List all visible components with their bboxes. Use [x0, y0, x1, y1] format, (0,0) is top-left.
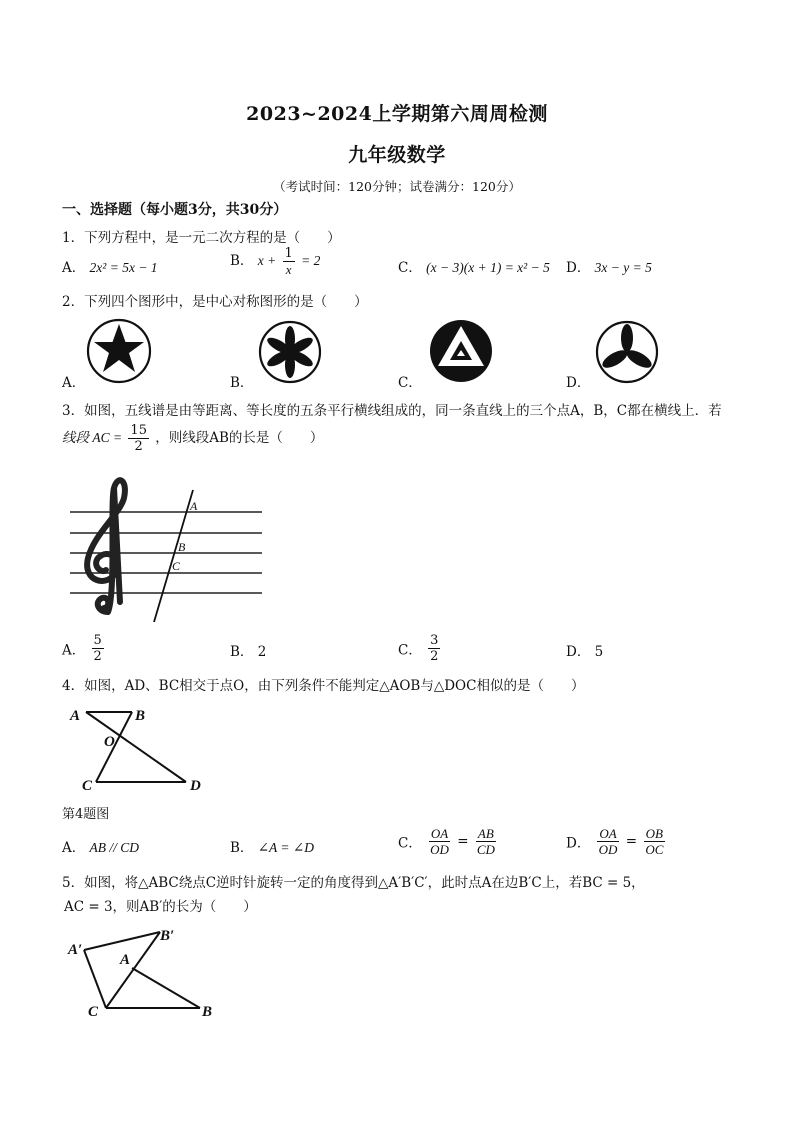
q1-option-a	[62, 256, 158, 276]
q4-c-label: C．	[398, 835, 422, 852]
q3-option-d	[566, 640, 603, 660]
q2-option-b: B．	[230, 375, 254, 391]
q3-label-b: B	[178, 540, 186, 554]
q3-ac-fraction	[128, 423, 149, 454]
q1-a-expr: 2x² = 5x − 1	[89, 260, 158, 275]
exam-note: （考试时间：120分钟；试卷满分：120分）	[273, 179, 521, 194]
q2-option-d: D．	[566, 375, 591, 391]
q1-d-label: D．	[566, 260, 591, 276]
q4-d-fraction-1	[597, 826, 620, 857]
q4-option-d	[566, 826, 667, 857]
q2-option-c: C．	[398, 375, 422, 391]
q3-ac-num: 15	[130, 423, 147, 438]
q3-a-den: 2	[93, 649, 102, 664]
q3-label-a: A	[190, 499, 198, 513]
q3-d-value: 5	[594, 644, 604, 660]
q4-a-label: A．	[62, 840, 86, 856]
section-heading: 一、选择题（每小题3分，共30分）	[62, 202, 288, 218]
q3-ac-den: 2	[134, 439, 143, 454]
q4-d-equals: =	[625, 833, 638, 850]
q3-stem: 3．如图，五线谱是由等距离、等长度的五条平行横线组成的，同一条直线上的三个点A，B，C都在横线上．若	[62, 403, 722, 419]
q5-label-a-prime: A′	[68, 942, 83, 958]
q1-b-post: = 2	[301, 253, 321, 268]
q5-figure	[64, 924, 224, 1020]
exam-subtitle: 九年级数学	[348, 144, 446, 166]
q5-label-b: B	[202, 1004, 213, 1020]
q4-c-num1: OA	[430, 826, 449, 841]
q4-figure	[66, 702, 216, 794]
q1-option-b	[230, 246, 320, 277]
q4-b-label: B．	[230, 840, 254, 856]
q1-c-label: C．	[398, 260, 422, 276]
trefoil-circle-figure	[595, 320, 659, 384]
q4-d-num2: OB	[645, 826, 664, 841]
q3-c-label: C．	[398, 642, 422, 659]
q1-option-d	[566, 256, 652, 276]
q3-option-c	[398, 633, 442, 664]
q4-c-den2: CD	[476, 842, 495, 857]
q4-b-expr: ∠A = ∠D	[257, 840, 314, 855]
q1-b-num: 1	[284, 246, 293, 261]
q4-d-den1: OD	[598, 842, 618, 857]
q3-c-den: 2	[430, 649, 439, 664]
star-circle-figure	[86, 318, 152, 384]
q3-c-fraction	[428, 633, 440, 664]
q4-d-label: D．	[566, 835, 591, 852]
q1-stem: 1．下列方程中，是一元二次方程的是（ ）	[62, 230, 341, 246]
q4-stem: 4．如图，AD、BC相交于点O，由下列条件不能判定△AOB与△DOC相似的是（ ）	[62, 678, 585, 694]
q4-a-expr: AB // CD	[89, 840, 140, 855]
q4-option-c	[398, 826, 499, 857]
q3-d-label: D．	[566, 644, 591, 660]
q4-label-b: B	[135, 708, 146, 724]
q1-d-expr: 3x − y = 5	[594, 260, 652, 275]
q2-option-a: A．	[62, 375, 86, 391]
q2-stem: 2．下列四个图形中，是中心对称图形的是（ ）	[62, 294, 368, 310]
q4-c-equals: =	[457, 833, 469, 850]
q1-b-pre: x +	[257, 253, 277, 268]
q1-b-label: B．	[230, 253, 254, 269]
q4-d-num1: OA	[599, 826, 617, 841]
q3-stem-line2	[62, 423, 323, 454]
q3-a-label: A．	[62, 642, 86, 659]
q1-b-fraction	[283, 246, 295, 277]
q4-d-den2: OC	[645, 842, 664, 857]
q4-option-a	[62, 836, 139, 856]
q1-c-expr: (x − 3)(x + 1) = x² − 5	[426, 260, 550, 275]
q1-b-den: x	[285, 262, 292, 277]
q4-label-c: C	[82, 778, 93, 794]
q4-c-num2: AB	[477, 826, 494, 841]
q4-label-d: D	[190, 778, 201, 794]
q5-label-b-prime: B′	[160, 928, 175, 944]
q3-ac-post: ，则线段AB的长是（ ）	[155, 430, 324, 446]
q3-option-a	[62, 633, 106, 664]
q1-option-c	[398, 256, 550, 276]
q3-c-num: 3	[430, 633, 439, 648]
staff-figure	[64, 462, 264, 622]
triangle-circle-figure	[428, 318, 494, 384]
q5-stem: 5．如图，将△ABC绕点C逆时针旋转一定的角度得到△A′B′C′，此时点A在边B′C上，若BC = 5，	[62, 875, 645, 891]
q3-b-value: 2	[257, 644, 267, 660]
q1-a-label: A．	[62, 260, 86, 276]
q4-label-o: O	[104, 734, 115, 750]
q3-a-num: 5	[93, 633, 102, 648]
q3-label-c: C	[172, 559, 181, 573]
q4-c-den1: OD	[430, 842, 449, 857]
exam-title: 2023~2024上学期第六周周检测	[246, 103, 548, 125]
q4-d-fraction-2	[643, 826, 665, 857]
q3-ac-expr: 线段 AC =	[62, 430, 123, 445]
q4-c-fraction-1	[428, 826, 451, 857]
q4-label-a: A	[70, 708, 81, 724]
q3-a-fraction	[92, 633, 104, 664]
flower-circle-figure	[258, 320, 322, 384]
q5-label-c: C	[88, 1004, 99, 1020]
q3-option-b	[230, 640, 266, 660]
q4-c-fraction-2	[475, 826, 497, 857]
q4-caption: 第4题图	[62, 807, 110, 822]
q5-label-a: A	[120, 952, 131, 968]
q4-option-b	[230, 836, 314, 856]
q3-b-label: B．	[230, 644, 254, 660]
q5-stem-line2: AC = 3，则AB′的长为（ ）	[64, 899, 257, 915]
